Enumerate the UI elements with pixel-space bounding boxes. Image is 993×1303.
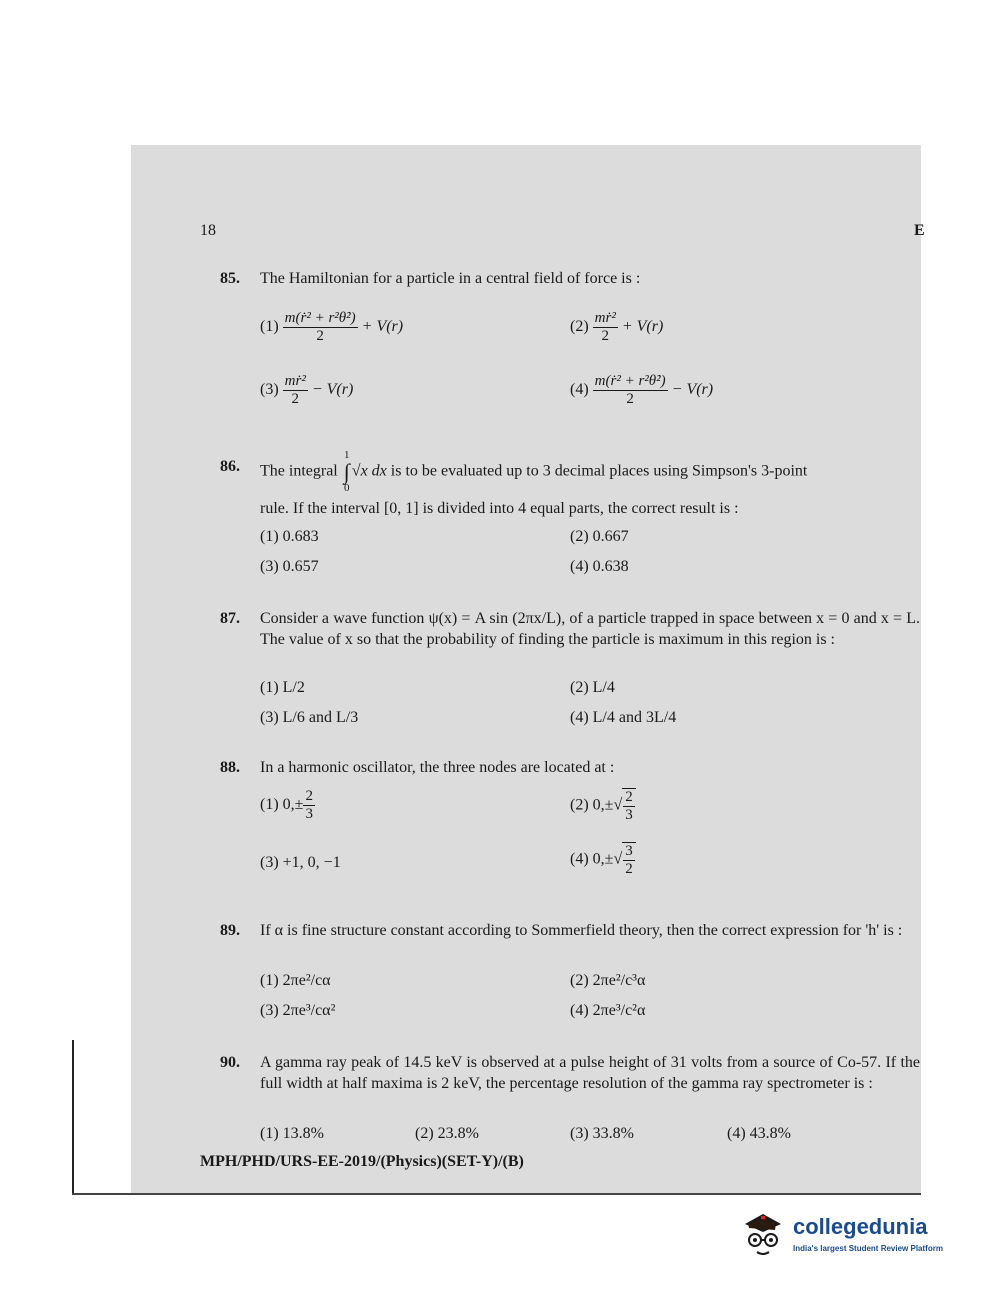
option-prefix: 0,± bbox=[592, 796, 614, 814]
option-text: 0.657 bbox=[282, 558, 319, 575]
option bbox=[260, 1125, 324, 1143]
denominator: 3 bbox=[305, 806, 313, 822]
option-label: (3) bbox=[260, 1002, 279, 1019]
option-text: 33.8% bbox=[592, 1125, 634, 1142]
sqrt-icon: √ bbox=[613, 796, 623, 814]
option bbox=[415, 1125, 479, 1143]
option bbox=[727, 1125, 791, 1143]
question-85 bbox=[220, 268, 920, 289]
option-label: (1) bbox=[260, 1125, 279, 1142]
option-text: 2πe²/c³α bbox=[592, 972, 646, 989]
option-label: (2) bbox=[570, 528, 589, 545]
numerator: mṙ² bbox=[284, 373, 306, 389]
option-label: (3) bbox=[260, 709, 279, 726]
logo-tagline: India's largest Student Review Platform bbox=[793, 1244, 943, 1253]
page-number: 18 bbox=[200, 222, 216, 239]
option bbox=[260, 528, 319, 546]
option bbox=[260, 854, 341, 872]
option-label: (2) bbox=[570, 679, 589, 696]
question-90 bbox=[220, 1052, 920, 1094]
integrand: √x dx bbox=[351, 462, 387, 480]
integral-upper: 1 bbox=[344, 449, 350, 461]
question-88 bbox=[220, 757, 920, 778]
option-label: (1) bbox=[260, 679, 279, 696]
option-text: L/4 and 3L/4 bbox=[592, 709, 677, 726]
option-label: (2) bbox=[570, 318, 589, 336]
option-label: (1) bbox=[260, 318, 279, 336]
option bbox=[570, 528, 629, 546]
paper-code-footer: MPH/PHD/URS-EE-2019/(Physics)(SET-Y)/(B) bbox=[200, 1153, 524, 1170]
option bbox=[570, 558, 629, 576]
fraction bbox=[283, 373, 308, 408]
option-text: 2πe³/cα² bbox=[282, 1002, 336, 1019]
option bbox=[260, 709, 358, 727]
question-text: Consider a wave function ψ(x) = A sin (2πx/L), of a particle trapped in space between x = 0 and x = L. The value of x so that the probability of finding the particle is maximum in this region is : bbox=[260, 610, 920, 648]
fraction bbox=[303, 788, 315, 823]
numerator: m(ṙ² + r²θ̇²) bbox=[594, 373, 666, 389]
option bbox=[260, 558, 319, 576]
question-number: 90. bbox=[220, 1054, 240, 1071]
question-number: 87. bbox=[220, 610, 240, 627]
page-edge bbox=[72, 1193, 921, 1195]
fraction bbox=[622, 788, 636, 824]
option-prefix: 0,± bbox=[282, 796, 304, 814]
question-text: The Hamiltonian for a particle in a central field of force is : bbox=[260, 270, 641, 287]
numerator: 3 bbox=[625, 843, 633, 859]
denominator: 2 bbox=[316, 328, 324, 344]
numerator: 2 bbox=[625, 789, 633, 805]
question-87 bbox=[220, 608, 920, 650]
option-text: L/6 and L/3 bbox=[282, 709, 359, 726]
option bbox=[260, 679, 305, 697]
option bbox=[570, 679, 615, 697]
option-text: L/4 bbox=[592, 679, 615, 696]
option-text: 0.638 bbox=[592, 558, 629, 575]
question-text: A gamma ray peak of 14.5 keV is observed at a pulse height of 31 volts from a source of Co-57. If the full width at half maxima is 2 keV, the percentage resolution of the gamma ray spectrometer is : bbox=[260, 1054, 920, 1092]
option-label: (4) bbox=[727, 1125, 746, 1142]
question-89 bbox=[220, 920, 920, 941]
option bbox=[570, 373, 713, 408]
option-text: 0.667 bbox=[592, 528, 629, 545]
option bbox=[570, 310, 663, 345]
option-prefix: 0,± bbox=[592, 850, 614, 868]
option-label: (4) bbox=[570, 558, 589, 575]
option-label: (3) bbox=[570, 1125, 589, 1142]
numerator: mṙ² bbox=[594, 310, 616, 326]
question-86 bbox=[220, 450, 920, 494]
sqrt-icon: √ bbox=[613, 850, 623, 868]
question-number: 86. bbox=[220, 458, 240, 475]
denominator: 2 bbox=[291, 391, 299, 407]
option-label: (2) bbox=[570, 796, 589, 814]
scanned-page bbox=[131, 145, 921, 1195]
option bbox=[260, 788, 315, 823]
page-edge-mark: E bbox=[914, 222, 925, 239]
option-text: 23.8% bbox=[437, 1125, 479, 1142]
option bbox=[260, 972, 331, 990]
mascot-icon bbox=[735, 1210, 790, 1260]
option-text: 43.8% bbox=[749, 1125, 791, 1142]
fraction bbox=[283, 310, 358, 345]
question-text: rule. If the interval [0, 1] is divided into 4 equal parts, the correct result is : bbox=[260, 500, 739, 517]
option-text: 13.8% bbox=[282, 1125, 324, 1142]
option-tail: + V(r) bbox=[621, 318, 664, 336]
option bbox=[570, 1125, 634, 1143]
option bbox=[570, 709, 676, 727]
denominator: 3 bbox=[625, 807, 633, 823]
denominator: 2 bbox=[626, 391, 634, 407]
integral-sign bbox=[344, 450, 350, 494]
option-label: (4) bbox=[570, 850, 589, 868]
option-label: (4) bbox=[570, 381, 589, 399]
option-text: 0.683 bbox=[282, 528, 319, 545]
option-label: (4) bbox=[570, 1002, 589, 1019]
fraction bbox=[593, 310, 618, 345]
denominator: 2 bbox=[625, 861, 633, 877]
option-text: L/2 bbox=[282, 679, 305, 696]
option-label: (3) bbox=[260, 558, 279, 575]
option-label: (1) bbox=[260, 528, 279, 545]
question-text-post: is to be evaluated up to 3 decimal places using Simpson's 3-point bbox=[390, 462, 808, 480]
option-text: +1, 0, −1 bbox=[282, 854, 341, 871]
question-number: 89. bbox=[220, 922, 240, 939]
option-text: 2πe²/cα bbox=[282, 972, 331, 989]
option-tail: + V(r) bbox=[361, 318, 404, 336]
question-86-continued bbox=[220, 498, 920, 519]
option-label: (1) bbox=[260, 796, 279, 814]
option-label: (2) bbox=[415, 1125, 434, 1142]
question-text-pre: The integral bbox=[260, 462, 338, 480]
option bbox=[570, 1002, 645, 1020]
question-number: 85. bbox=[220, 270, 240, 287]
option-tail: − V(r) bbox=[311, 381, 354, 399]
fraction bbox=[593, 373, 668, 408]
option-label: (2) bbox=[570, 972, 589, 989]
collegedunia-logo[interactable] bbox=[735, 1210, 965, 1260]
option bbox=[570, 788, 636, 824]
fraction bbox=[622, 842, 636, 878]
option-label: (4) bbox=[570, 709, 589, 726]
option bbox=[260, 373, 353, 408]
page-edge bbox=[72, 1040, 74, 1195]
integral-lower: 0 bbox=[344, 482, 350, 494]
option-text: 2πe³/c²α bbox=[592, 1002, 646, 1019]
integral-symbol: ∫ bbox=[343, 459, 350, 484]
option bbox=[260, 1002, 335, 1020]
logo-wordmark: collegedunia bbox=[793, 1214, 928, 1239]
option-label: (1) bbox=[260, 972, 279, 989]
option bbox=[570, 972, 645, 990]
option bbox=[260, 310, 403, 345]
question-number: 88. bbox=[220, 759, 240, 776]
option-tail: − V(r) bbox=[671, 381, 714, 399]
numerator: m(ṙ² + r²θ̇²) bbox=[284, 310, 356, 326]
question-text bbox=[260, 450, 920, 494]
option bbox=[570, 842, 636, 878]
numerator: 2 bbox=[305, 788, 313, 804]
question-text: If α is fine structure constant according to Sommerfield theory, then the correct expression for 'h' is : bbox=[260, 922, 903, 939]
option-label: (3) bbox=[260, 854, 279, 871]
denominator: 2 bbox=[601, 328, 609, 344]
option-label: (3) bbox=[260, 381, 279, 399]
question-text: In a harmonic oscillator, the three nodes are located at : bbox=[260, 759, 615, 776]
